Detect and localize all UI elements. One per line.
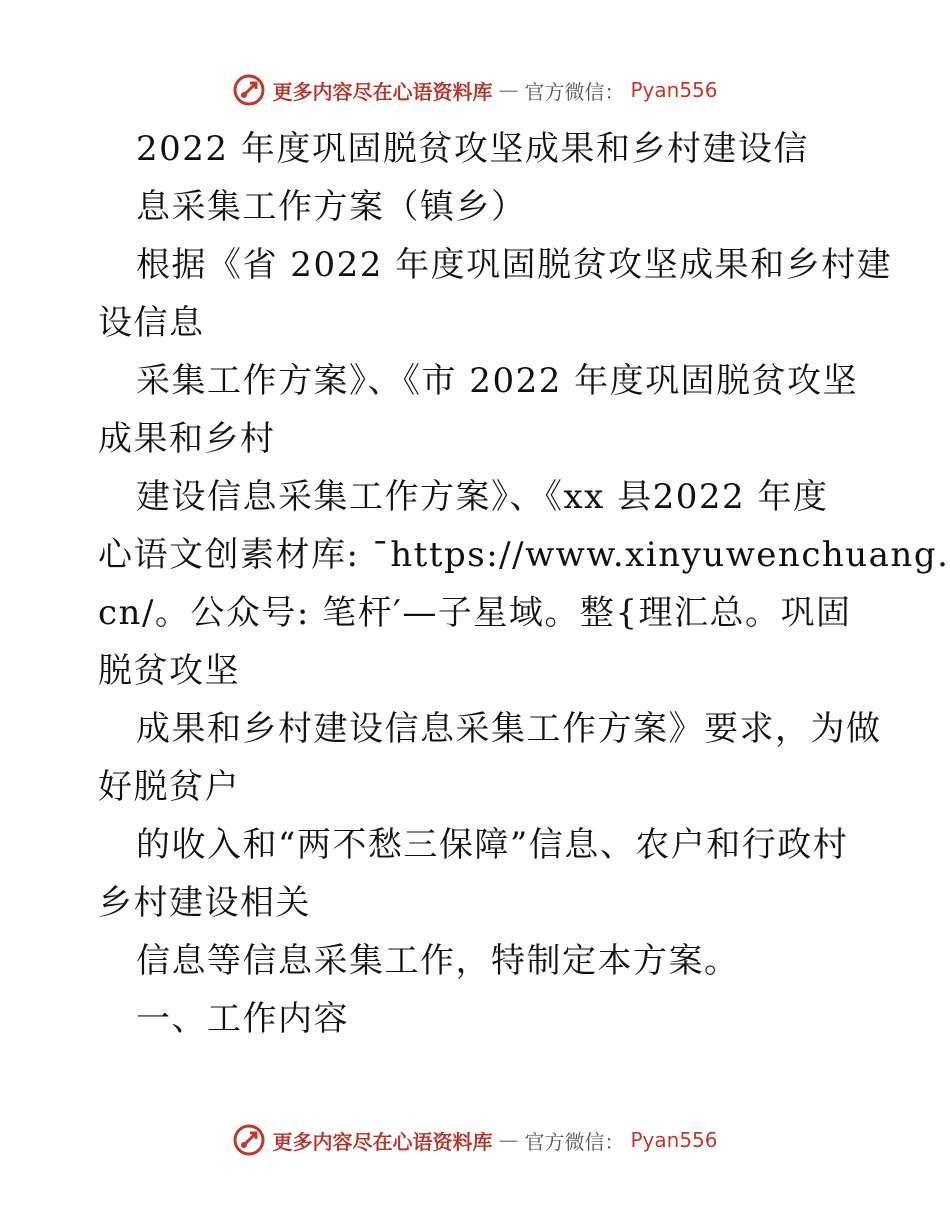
banner-wechat-id: Pyan556 xyxy=(630,1128,718,1152)
doc-line-12: 好脱贫户 xyxy=(98,767,240,807)
doc-line-14: 乡村建设相关 xyxy=(98,883,311,923)
banner-wechat-label: 官方微信： xyxy=(524,1129,625,1154)
doc-line-13: 的收入和“两不愁三保障”信息、农户和行政村 xyxy=(136,825,849,865)
doc-line-15: 信息等信息采集工作，特制定本方案。 xyxy=(136,941,740,981)
doc-line-11: 成果和乡村建设信息采集工作方案》要求，为做 xyxy=(136,709,882,749)
doc-line-8: 心语文创素材库: ¯https://www.xinyuwenchuang. xyxy=(98,535,950,575)
banner-wechat-label: 官方微信： xyxy=(524,79,625,104)
footer-banner xyxy=(0,1120,950,1160)
doc-line-7: 建设信息采集工作方案》、《xx 县2022 年度 xyxy=(136,477,829,517)
document-body xyxy=(98,120,950,1048)
banner-main-text: 更多内容尽在心语资料库 xyxy=(272,79,493,104)
doc-line-2: 息采集工作方案（镇乡） xyxy=(136,187,527,227)
banner-main-text: 更多内容尽在心语资料库 xyxy=(272,1129,493,1154)
banner-dash: — xyxy=(498,1128,519,1152)
doc-line-10: 脱贫攻坚 xyxy=(98,651,240,691)
brand-logo-icon xyxy=(232,1123,266,1157)
doc-line-5: 采集工作方案》、《市 2022 年度巩固脱贫攻坚 xyxy=(136,361,859,401)
banner-dash: — xyxy=(498,78,519,102)
doc-line-9: cn/。公众号: 笔杆′—子星域。整{理汇总。巩固 xyxy=(98,593,852,633)
doc-line-1: 2022 年度巩固脱贫攻坚成果和乡村建设信 xyxy=(136,129,809,169)
doc-line-4: 设信息 xyxy=(98,303,205,343)
banner-wechat-id: Pyan556 xyxy=(630,78,718,102)
doc-line-16: 一、工作内容 xyxy=(136,999,349,1039)
doc-line-6: 成果和乡村 xyxy=(98,419,276,459)
brand-logo-icon xyxy=(232,73,266,107)
doc-line-3: 根据《省 2022 年度巩固脱贫攻坚成果和乡村建 xyxy=(136,245,893,285)
header-banner xyxy=(0,70,950,110)
